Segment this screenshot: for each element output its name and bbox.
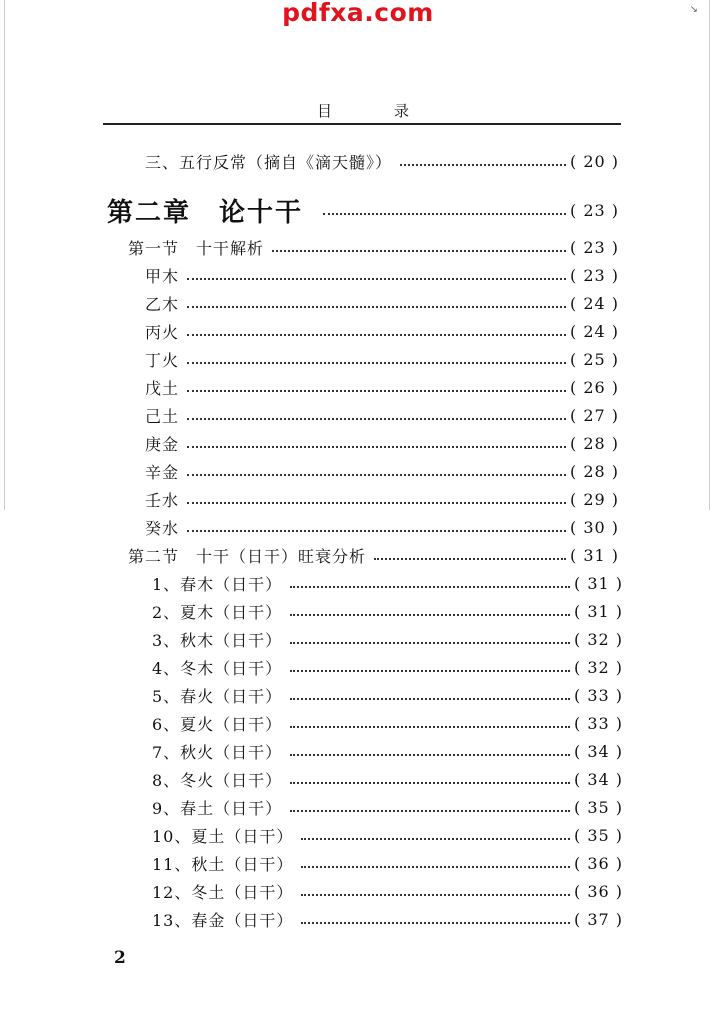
dot-leader [290, 586, 570, 588]
corner-mark: ↘ [689, 4, 698, 15]
header-right-char: 录 [394, 102, 410, 120]
toc-entry[interactable] [152, 626, 623, 652]
toc-entry[interactable] [152, 794, 623, 820]
toc-entry-title: 6、夏火（日干） [152, 714, 283, 734]
toc-entry-title: 1、春木（日干） [152, 574, 283, 594]
dot-leader [187, 446, 566, 448]
toc-entry-page: ( 29 ) [569, 489, 619, 509]
toc-entry-page: ( 30 ) [569, 517, 619, 537]
toc-entry-title: 丙火 [145, 322, 180, 342]
toc-entry[interactable] [145, 514, 619, 540]
header-left-char: 目 [317, 102, 333, 120]
toc-entry-title: 癸水 [145, 518, 180, 538]
dot-leader [187, 362, 566, 364]
toc-entry-page: ( 23 ) [569, 237, 619, 257]
toc-entry-page: ( 32 ) [573, 657, 623, 677]
toc-entry-page: ( 28 ) [569, 461, 619, 481]
toc-entry-page: ( 24 ) [569, 293, 619, 313]
toc-entry[interactable] [145, 318, 619, 344]
toc-entry[interactable] [145, 148, 619, 174]
toc-entry-page: ( 34 ) [573, 741, 623, 761]
toc-entry-title: 7、秋火（日干） [152, 742, 283, 762]
toc-entry-page: ( 31 ) [569, 545, 619, 565]
dot-leader [374, 558, 566, 560]
watermark-text: pdfxa.com [282, 0, 434, 27]
dot-leader [301, 838, 570, 840]
toc-entry-title: 10、夏土（日干） [152, 826, 294, 846]
toc-entry-title: 庚金 [145, 434, 180, 454]
toc-entry[interactable] [152, 766, 623, 792]
dot-leader [187, 306, 566, 308]
dot-leader [290, 754, 570, 756]
toc-entry[interactable] [152, 710, 623, 736]
toc-entry-page: ( 36 ) [573, 853, 623, 873]
toc-entry-title: 戊土 [145, 378, 180, 398]
toc-section-entry[interactable] [128, 234, 619, 260]
toc-entry[interactable] [152, 570, 623, 596]
dot-leader [323, 213, 566, 215]
toc-entry-title: 11、秋土（日干） [152, 854, 294, 874]
toc-entry[interactable] [152, 598, 623, 624]
toc-entry-title: 5、春火（日干） [152, 686, 283, 706]
toc-entry-page: ( 33 ) [573, 713, 623, 733]
toc-entry[interactable] [152, 850, 623, 876]
toc-entry-page: ( 31 ) [573, 601, 623, 621]
toc-entry-page: ( 34 ) [573, 769, 623, 789]
toc-section-entry[interactable] [128, 542, 619, 568]
toc-entry[interactable] [152, 906, 623, 932]
toc-entry-title: 4、冬木（日干） [152, 658, 283, 678]
dot-leader [272, 250, 566, 252]
toc-entry-title: 第二节 十干（日干）旺衰分析 [128, 546, 367, 566]
dot-leader [400, 164, 566, 166]
toc-entry-title: 第一节 十干解析 [128, 238, 265, 258]
toc-entry[interactable] [145, 262, 619, 288]
dot-leader [290, 726, 570, 728]
toc-entry-title: 甲木 [145, 266, 180, 286]
toc-entry-page: ( 25 ) [569, 349, 619, 369]
toc-entry-page: ( 35 ) [573, 825, 623, 845]
toc-entry-page: ( 26 ) [569, 377, 619, 397]
dot-leader [290, 642, 570, 644]
toc-entry-page: ( 33 ) [573, 685, 623, 705]
dot-leader [187, 530, 566, 532]
toc-entry-title: 2、夏木（日干） [152, 602, 283, 622]
toc-entry[interactable] [152, 654, 623, 680]
toc-entry-page: ( 20 ) [569, 151, 619, 171]
dot-leader [187, 390, 566, 392]
toc-entry[interactable] [145, 290, 619, 316]
toc-entry-title: 13、春金（日干） [152, 910, 294, 930]
toc-entry-title: 第二章 论十干 [107, 197, 304, 228]
toc-entry[interactable] [145, 458, 619, 484]
toc-entry-page: ( 23 ) [569, 200, 619, 220]
toc-entry[interactable] [145, 346, 619, 372]
toc-entry-title: 己土 [145, 406, 180, 426]
toc-entry-page: ( 23 ) [569, 265, 619, 285]
toc-entry-page: ( 28 ) [569, 433, 619, 453]
toc-entry[interactable] [152, 822, 623, 848]
dot-leader [187, 418, 566, 420]
toc-entry[interactable] [145, 486, 619, 512]
toc-entry-page: ( 27 ) [569, 405, 619, 425]
dot-leader [187, 278, 566, 280]
toc-chapter-entry[interactable] [107, 193, 619, 227]
toc-entry-title: 壬水 [145, 490, 180, 510]
toc-entry-title: 3、秋木（日干） [152, 630, 283, 650]
toc-entry-title: 12、冬土（日干） [152, 882, 294, 902]
toc-entry[interactable] [152, 682, 623, 708]
toc-entry-page: ( 24 ) [569, 321, 619, 341]
toc-entry-title: 9、春土（日干） [152, 798, 283, 818]
toc-entry[interactable] [145, 430, 619, 456]
toc-entry-page: ( 32 ) [573, 629, 623, 649]
toc-entry-title: 三、五行反常（摘自《滴天髓》） [145, 152, 393, 172]
dot-leader [301, 894, 570, 896]
toc-entry[interactable] [152, 738, 623, 764]
dot-leader [290, 698, 570, 700]
dot-leader [290, 670, 570, 672]
dot-leader [301, 922, 570, 924]
dot-leader [301, 866, 570, 868]
toc-entry[interactable] [145, 374, 619, 400]
dot-leader [290, 614, 570, 616]
toc-entry[interactable] [152, 878, 623, 904]
toc-entry-page: ( 36 ) [573, 881, 623, 901]
dot-leader [187, 474, 566, 476]
page-number: 2 [114, 948, 126, 968]
dot-leader [290, 782, 570, 784]
toc-entry-page: ( 31 ) [573, 573, 623, 593]
toc-entry-title: 辛金 [145, 462, 180, 482]
toc-entry-title: 8、冬火（日干） [152, 770, 283, 790]
toc-entry-page: ( 35 ) [573, 797, 623, 817]
toc-entry-page: ( 37 ) [573, 909, 623, 929]
toc-entry-title: 丁火 [145, 350, 180, 370]
toc-entry-title: 乙木 [145, 294, 180, 314]
dot-leader [187, 334, 566, 336]
dot-leader [290, 810, 570, 812]
dot-leader [187, 502, 566, 504]
toc-entry[interactable] [145, 402, 619, 428]
